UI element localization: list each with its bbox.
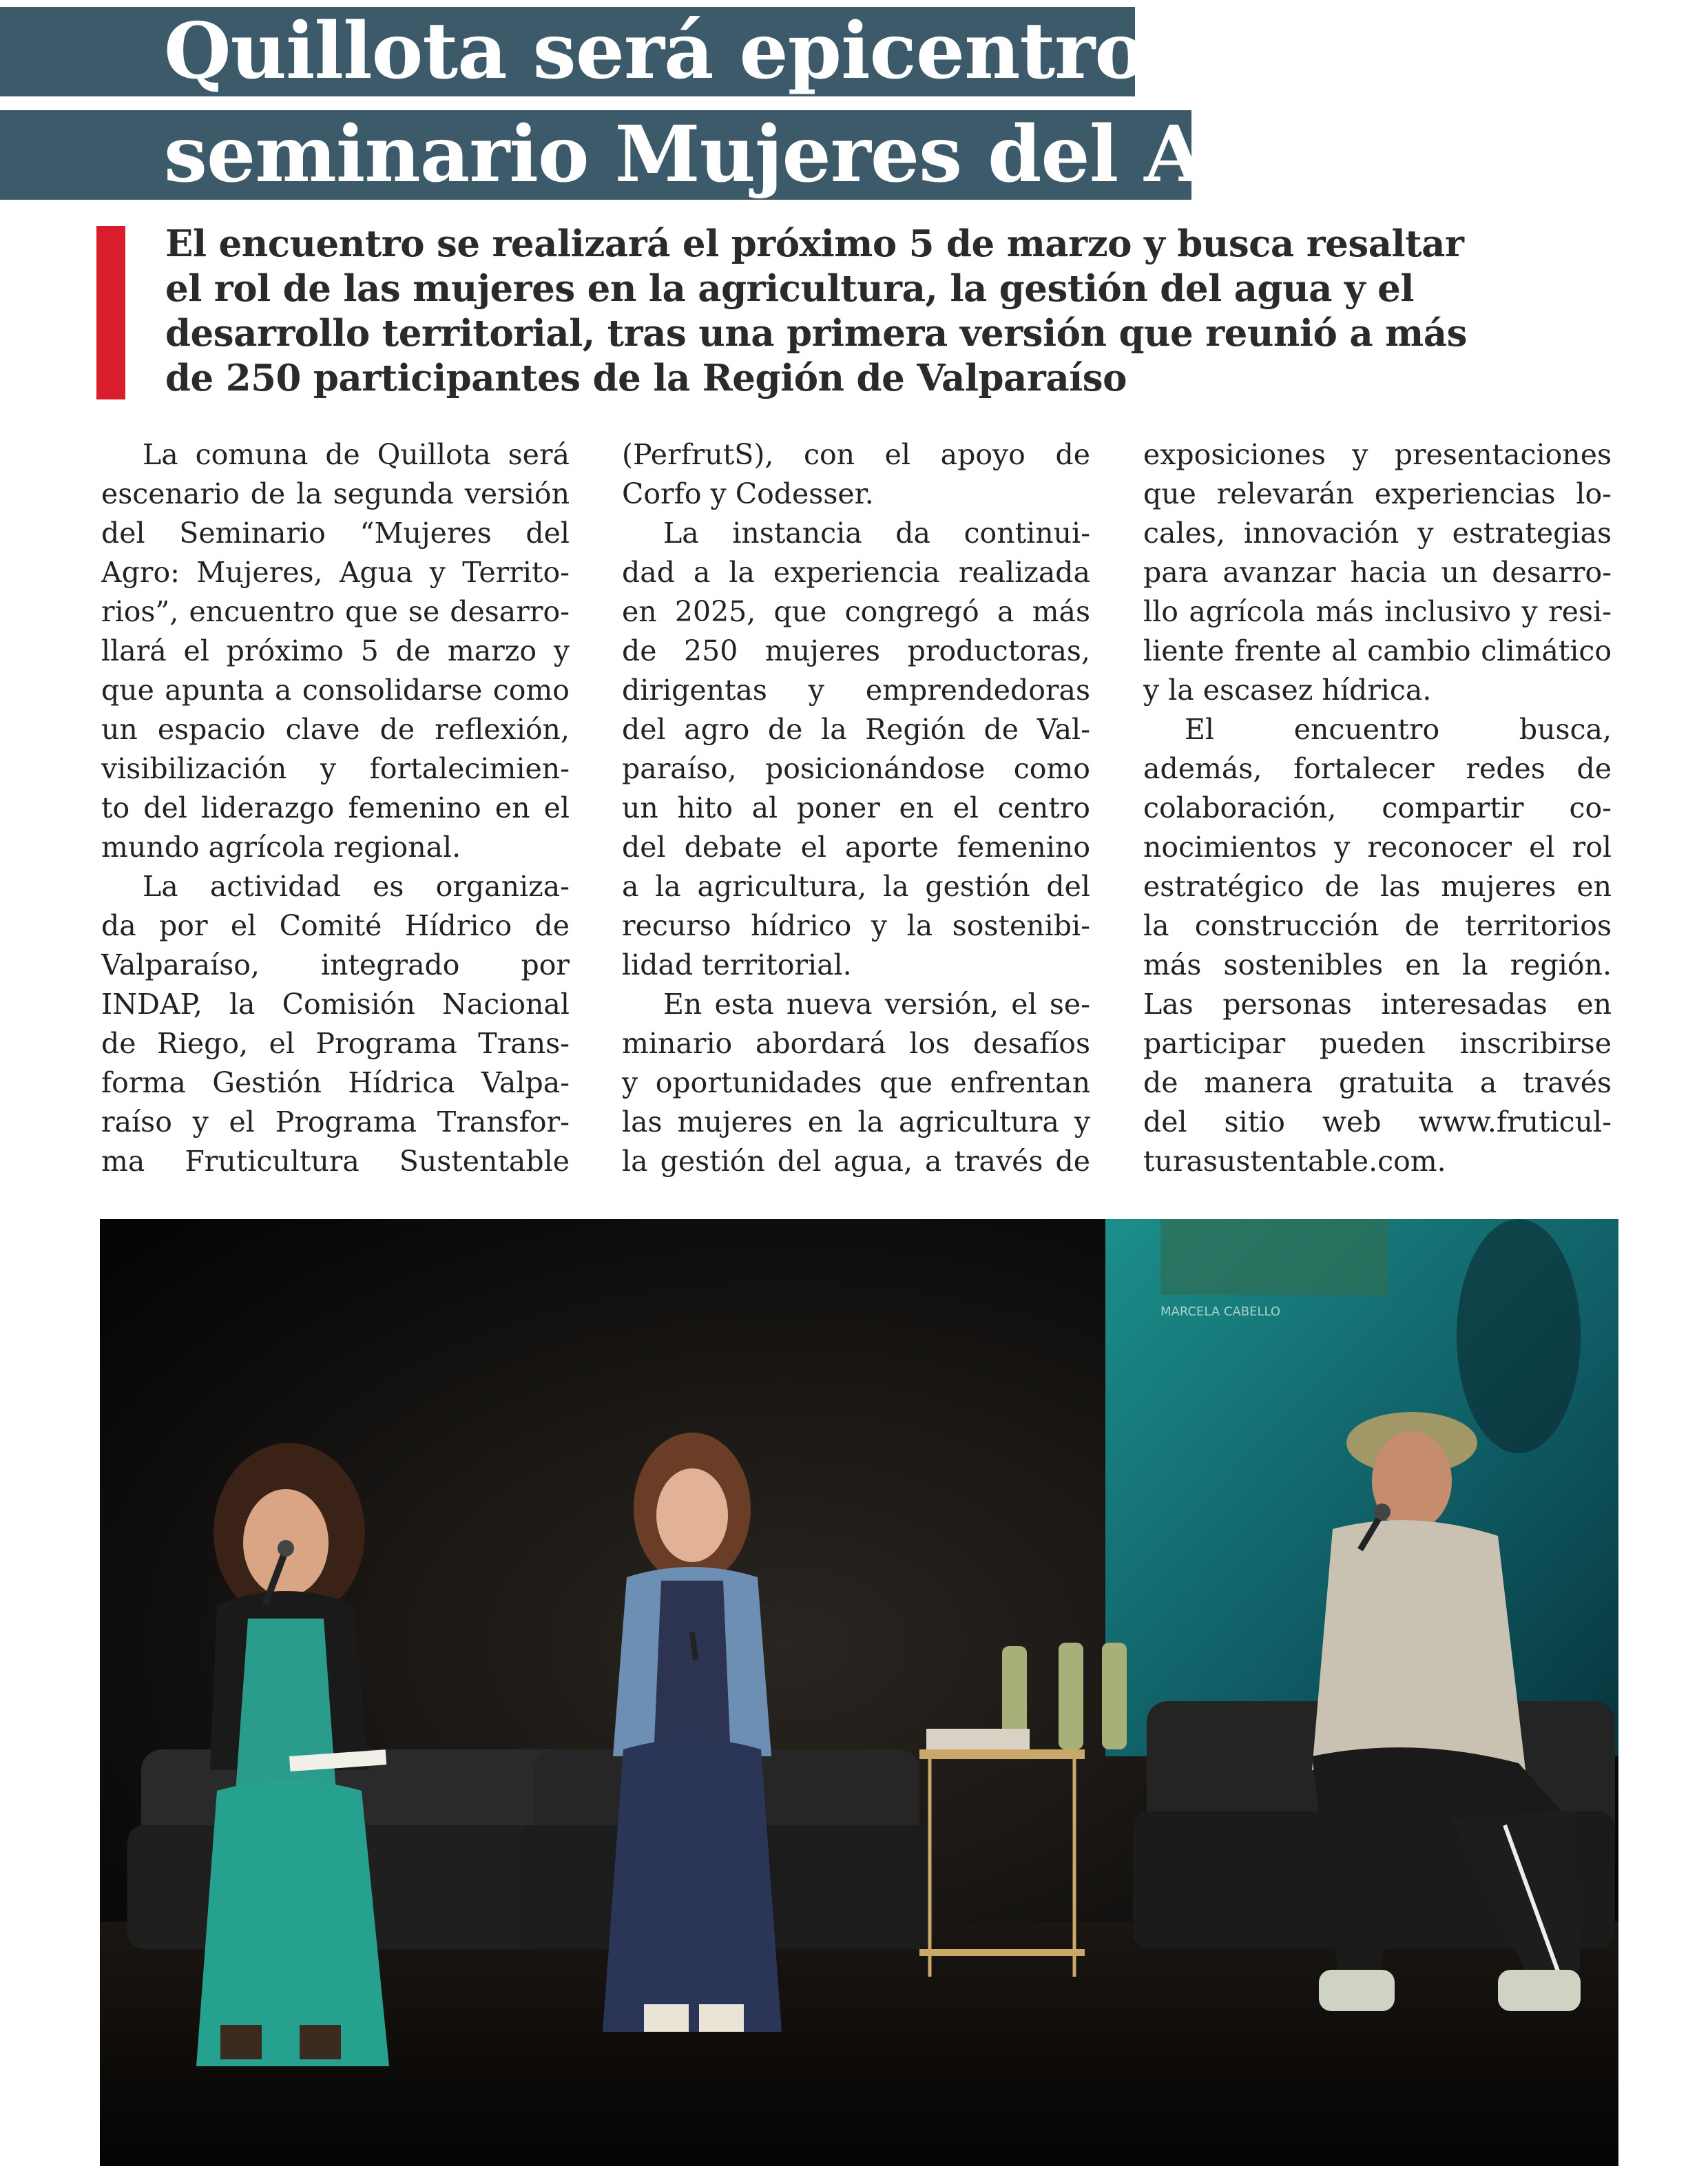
body-line: del sitio web www.fruticul- <box>1143 1105 1612 1138</box>
body-line: estratégico de las mujeres en <box>1143 870 1612 903</box>
body-line: un espacio clave de reflexión, <box>101 713 570 746</box>
body-line: to del liderazgo femenino en el <box>101 791 570 824</box>
body-line: dirigentas y emprendedoras <box>622 674 1090 707</box>
body-line: forma Gestión Hídrica Valpa- <box>101 1066 570 1099</box>
body-line: en 2025, que congregó a más <box>622 595 1090 628</box>
body-line: cales, innovación y estrategias <box>1143 517 1612 550</box>
body-line: INDAP, la Comisión Nacional <box>101 988 570 1021</box>
lead-line: El encuentro se realizará el próximo 5 de marzo y busca resaltar <box>165 222 1464 265</box>
body-line: Agro: Mujeres, Agua y Territo- <box>101 556 570 589</box>
body-column-2 <box>622 435 1090 1181</box>
body-line: La comuna de Quillota será <box>143 438 570 471</box>
body-column-1 <box>101 435 570 1181</box>
body-line: del agro de la Región de Val- <box>622 713 1090 746</box>
body-line: escenario de la segunda versión <box>101 477 570 510</box>
body-line: minario abordará los desafíos <box>622 1027 1090 1060</box>
body-line: mundo agrícola regional. <box>101 831 461 864</box>
body-line: liente frente al cambio climático <box>1143 634 1612 667</box>
body-line: dad a la experiencia realizada <box>622 556 1090 589</box>
body-line: Las personas interesadas en <box>1143 988 1612 1021</box>
body-line: paraíso, posicionándose como <box>622 752 1090 785</box>
body-line: da por el Comité Hídrico de <box>101 909 570 942</box>
body-line: lidad territorial. <box>622 948 852 981</box>
body-line: turasustentable.com. <box>1143 1145 1446 1178</box>
body-line: y la escasez hídrica. <box>1143 674 1432 707</box>
body-line: del debate el aporte femenino <box>622 831 1090 864</box>
body-line: La actividad es organiza- <box>143 870 570 903</box>
body-line: más sostenibles en la región. <box>1143 948 1612 981</box>
body-line: de 250 mujeres productoras, <box>622 634 1090 667</box>
body-line: colaboración, compartir co- <box>1143 791 1612 824</box>
body-line: rios”, encuentro que se desarro- <box>101 595 570 628</box>
body-line: la construcción de territorios <box>1143 909 1612 942</box>
body-line: y oportunidades que enfrentan <box>622 1066 1090 1099</box>
body-line: llará el próximo 5 de marzo y <box>101 634 570 667</box>
headline-line-2: seminario Mujeres del Agro <box>164 110 1348 200</box>
body-line: (PerfrutS), con el apoyo de <box>622 438 1090 471</box>
body-line: de Riego, el Programa Trans- <box>101 1027 570 1060</box>
body-line: a la agricultura, la gestión del <box>622 870 1090 903</box>
body-line: para avanzar hacia un desarro- <box>1143 556 1612 589</box>
lead-line: desarrollo territorial, tras una primera versión que reunió a más <box>165 312 1467 355</box>
body-line: llo agrícola más inclusivo y resi- <box>1143 595 1612 628</box>
body-line: recurso hídrico y la sostenibi- <box>622 909 1090 942</box>
body-line: En esta nueva versión, el se- <box>663 988 1090 1021</box>
headline-line-1: Quillota será epicentro del <box>164 6 1302 96</box>
body-line: raíso y el Programa Transfor- <box>101 1105 570 1138</box>
headline-bar-2 <box>0 110 1348 200</box>
body-line: ma Fruticultura Sustentable <box>101 1145 570 1178</box>
body-line: las mujeres en la agricultura y <box>622 1105 1090 1138</box>
body-line: que apunta a consolidarse como <box>101 674 570 707</box>
body-line: un hito al poner en el centro <box>622 791 1090 824</box>
body-line: de manera gratuita a través <box>1143 1066 1612 1099</box>
body-line: Corfo y Codesser. <box>622 477 874 510</box>
body-line: El encuentro busca, <box>1185 713 1612 746</box>
body-line: exposiciones y presentaciones <box>1143 438 1612 471</box>
lead-line: el rol de las mujeres en la agricultura, la gestión del agua y el <box>165 267 1415 310</box>
body-line: visibilización y fortalecimien- <box>101 752 570 785</box>
event-photo <box>100 1219 1618 2166</box>
body-line: la gestión del agua, a través de <box>622 1145 1090 1178</box>
body-line: nocimientos y reconocer el rol <box>1143 831 1612 864</box>
screen-caption: MARCELA CABELLO <box>1160 1304 1281 1319</box>
lead-line: de 250 participantes de la Región de Valparaíso <box>165 357 1127 399</box>
body-line: además, fortalecer redes de <box>1143 752 1612 785</box>
headline-bar-1 <box>0 6 1302 96</box>
lead-accent-bar <box>96 226 125 399</box>
body-line: que relevarán experiencias lo- <box>1143 477 1612 510</box>
body-line: participar pueden inscribirse <box>1143 1027 1612 1060</box>
lead-paragraph <box>165 222 1467 401</box>
body-line: del Seminario “Mujeres del <box>101 517 570 550</box>
body-line: Valparaíso, integrado por <box>101 948 570 981</box>
body-line: La instancia da continui- <box>663 517 1090 550</box>
event-photo-illustration <box>100 1219 1618 2166</box>
body-column-3 <box>1143 435 1612 1181</box>
